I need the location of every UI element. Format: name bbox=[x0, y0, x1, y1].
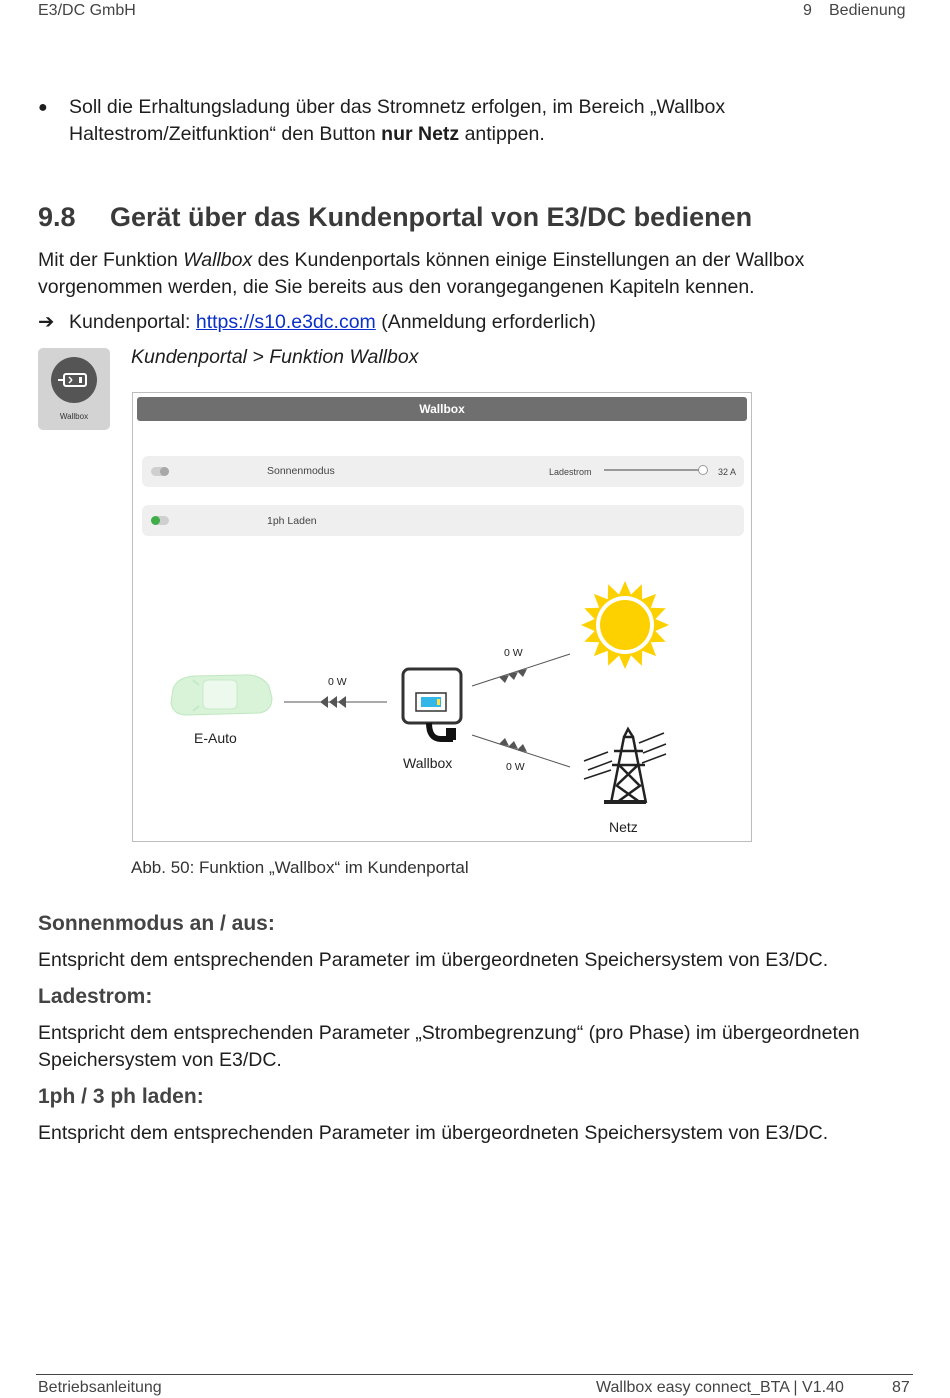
intro-line-1: Soll die Erhaltungsladung über das Stromnetz erfolgen, im Bereich „Wallbox bbox=[69, 96, 726, 118]
ladestrom-heading: Ladestrom: bbox=[38, 985, 153, 1008]
intro-line-2: Haltestrom/Zeitfunktion“ den Button nur Netz antippen. bbox=[69, 123, 545, 145]
header-chapter-number: 9 bbox=[803, 2, 812, 19]
sonnenmodus-description: Entspricht dem entsprechenden Parameter im übergeordneten Speichersystem von E3/DC. bbox=[38, 949, 829, 971]
wallbox-tile bbox=[38, 348, 110, 430]
footer-rule bbox=[36, 1374, 913, 1375]
header-company: E3/DC GmbH bbox=[38, 2, 136, 19]
section-paragraph-line-2: vorgenommen werden, die Sie bereits aus den vorangegangenen Kapiteln kennen. bbox=[38, 276, 755, 298]
sonnenmodus-heading: Sonnenmodus an / aus: bbox=[38, 912, 275, 935]
section-paragraph-line-1: Mit der Funktion Wallbox des Kundenportals können einige Einstellungen an der Wallbox bbox=[38, 249, 805, 271]
footer-doc: Wallbox easy connect_BTA | V1.40 bbox=[596, 1379, 844, 1396]
intro-paragraph bbox=[69, 94, 929, 148]
page-number: 87 bbox=[892, 1379, 910, 1396]
nur-netz-label: nur Netz bbox=[381, 123, 460, 145]
grid-power-value: 0 W bbox=[506, 761, 525, 773]
phase-heading: 1ph / 3 ph laden: bbox=[38, 1085, 204, 1108]
menu-path: Kundenportal > Funktion Wallbox bbox=[131, 346, 419, 368]
car-label: E-Auto bbox=[194, 730, 237, 746]
wallbox-device-label: Wallbox bbox=[403, 755, 453, 771]
power-tower-icon bbox=[584, 729, 666, 804]
ladestrom-value: 32 A bbox=[718, 467, 737, 477]
sun-icon bbox=[581, 581, 669, 669]
energy-flow-diagram bbox=[133, 393, 751, 841]
sonnenmodus-label: Sonnenmodus bbox=[267, 465, 335, 477]
wallbox-tile-label: Wallbox bbox=[59, 412, 89, 421]
phase-label: 1ph Laden bbox=[267, 515, 317, 527]
header-chapter-title: Bedienung bbox=[829, 2, 906, 19]
section-number: 9.8 bbox=[38, 202, 76, 232]
portal-link[interactable]: https://s10.e3dc.com bbox=[195, 311, 376, 333]
section-paragraph bbox=[38, 247, 918, 301]
portal-screenshot bbox=[132, 392, 752, 842]
car-power-value: 0 W bbox=[328, 676, 347, 688]
sun-power-value: 0 W bbox=[504, 647, 523, 659]
car-icon bbox=[171, 675, 272, 715]
section-title: Gerät über das Kundenportal von E3/DC bedienen bbox=[110, 202, 753, 232]
wallbox-function-name: Wallbox bbox=[183, 249, 253, 271]
figure-caption: Abb. 50: Funktion „Wallbox“ im Kundenportal bbox=[131, 858, 469, 877]
footer-left: Betriebsanleitung bbox=[38, 1379, 162, 1396]
ladestrom-description: Entspricht dem entsprechenden Parameter „Strombegrenzung“ (pro Phase) im übergeordneten Speichersystem von E3/DC. bbox=[38, 1022, 860, 1071]
phase-description: Entspricht dem entsprechenden Parameter im übergeordneten Speichersystem von E3/DC. bbox=[38, 1122, 829, 1144]
ladestrom-label: Ladestrom bbox=[549, 467, 592, 477]
car-flow-arrows bbox=[320, 696, 346, 708]
grid-label: Netz bbox=[609, 819, 638, 835]
portal-line: Kundenportal: https://s10.e3dc.com (Anmeldung erforderlich) bbox=[69, 311, 596, 333]
wallbox-device-icon bbox=[403, 669, 461, 740]
arrow-icon: ➔ bbox=[38, 311, 55, 333]
bullet-marker: ● bbox=[38, 99, 48, 116]
wallbox-panel-title: Wallbox bbox=[137, 397, 747, 421]
